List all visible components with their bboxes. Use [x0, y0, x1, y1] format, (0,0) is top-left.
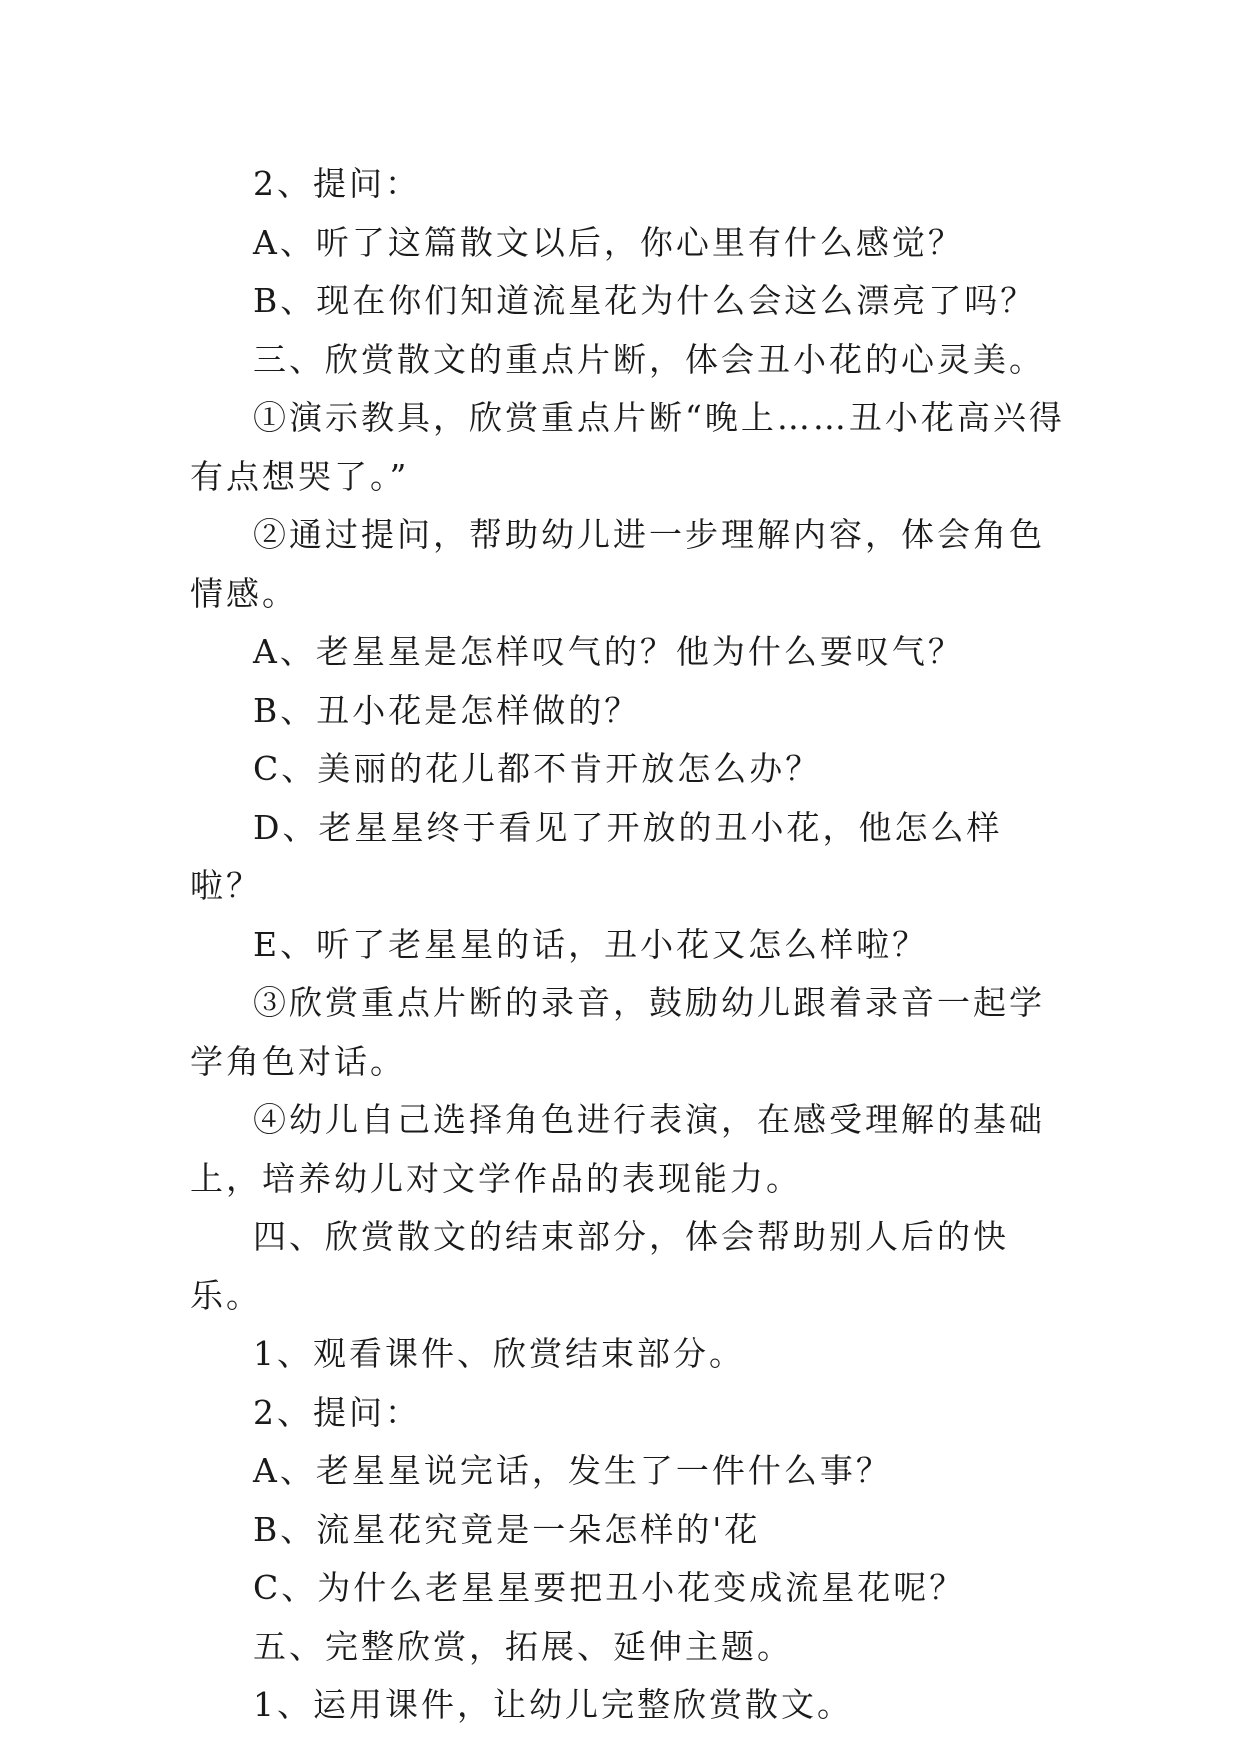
paragraph-item-2-b: B、流星花究竟是一朵怎样的'花: [253, 1509, 761, 1549]
paragraph-step-3: ③欣赏重点片断的录音，鼓励幼儿跟着录音一起学学角色对话。: [190, 983, 1045, 1081]
paragraph-item-2-c: C、为什么老星星要把丑小花变成流星花呢？: [253, 1568, 966, 1607]
paragraph-question-a: A、听了这篇散文以后，你心里有什么感觉？: [253, 222, 964, 262]
paragraph-sub-c: C、美丽的花儿都不肯开放怎么办？: [253, 749, 822, 788]
paragraph-question-b: B、现在你们知道流星花为什么会这么漂亮了吗？: [253, 281, 1037, 320]
paragraph-item-2-a: A、老星星说完话，发生了一件什么事？: [253, 1451, 892, 1490]
paragraph-question-heading: 2、提问：: [253, 164, 421, 203]
paragraph-step-1: ①演示教具，欣赏重点片断“晚上……丑小花高兴得有点想哭了。”: [190, 398, 1065, 496]
section-heading-three: 三、欣赏散文的重点片断，体会丑小花的心灵美。: [253, 339, 1045, 379]
paragraph-item-5-1: 1、运用课件，让幼儿完整欣赏散文。: [253, 1685, 853, 1724]
document-body: [190, 155, 1065, 1735]
paragraph-sub-a: A、老星星是怎样叹气的？他为什么要叹气？: [253, 632, 964, 671]
paragraph-sub-e: E、听了老星星的话，丑小花又怎么样啦？: [253, 924, 929, 964]
paragraph-sub-d: D、老星星终于看见了开放的丑小花，他怎么样啦？: [190, 807, 1003, 905]
section-heading-five: 五、完整欣赏，拓展、延伸主题。: [253, 1626, 793, 1666]
paragraph-step-4: ④幼儿自己选择角色进行表演，在感受理解的基础上，培养幼儿对文学作品的表现能力。: [190, 1100, 1045, 1198]
paragraph-item-1: 1、观看课件、欣赏结束部分。: [253, 1334, 745, 1373]
paragraph-item-2: 2、提问：: [253, 1392, 421, 1432]
paragraph-sub-b: B、丑小花是怎样做的？: [253, 690, 641, 730]
paragraph-step-2: ②通过提问，帮助幼儿进一步理解内容，体会角色情感。: [190, 515, 1045, 613]
section-heading-four: 四、欣赏散文的结束部分，体会帮助别人后的快乐。: [190, 1217, 1009, 1315]
